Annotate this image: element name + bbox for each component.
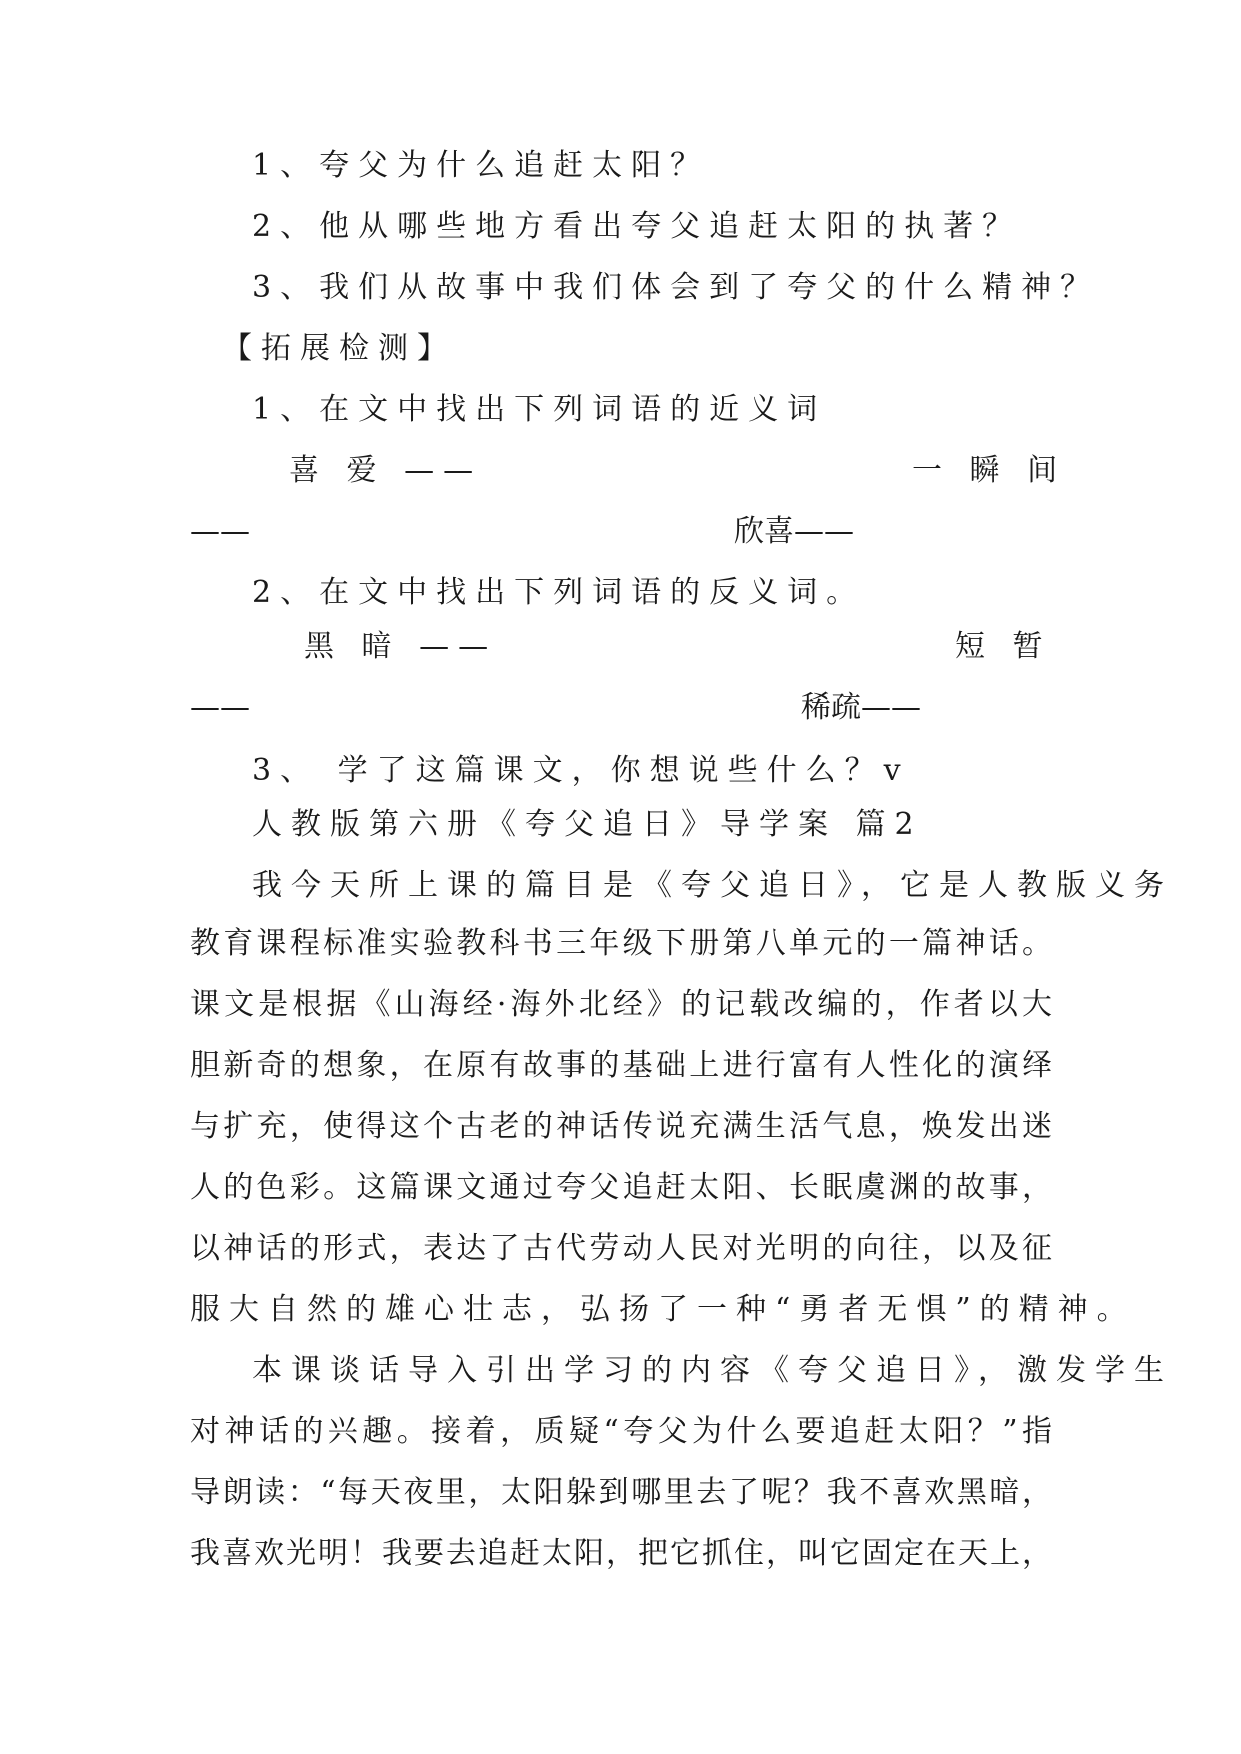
paragraph-2-line: 我喜欢光明！我要去追赶太阳，把它抓住，叫它固定在天上， bbox=[190, 1536, 1052, 1571]
exercise-3-prompt: 3、 学了这篇课文，你想说些什么？v bbox=[252, 753, 910, 788]
paragraph-1-line: 以神话的形式，表达了古代劳动人民对光明的向往，以及征 bbox=[190, 1231, 1052, 1266]
exercise-2-word-b: 短 暂 bbox=[955, 629, 1052, 664]
exercise-2-word-c: 稀疏—— bbox=[801, 690, 921, 725]
exercise-1-dash: —— bbox=[190, 514, 250, 549]
paragraph-1-line: 胆新奇的想象，在原有故事的基础上进行富有人性化的演绎 bbox=[190, 1048, 1052, 1083]
question-3: 3、我们从故事中我们体会到了夸父的什么精神？ bbox=[252, 270, 1100, 305]
exercise-1-word-b: 一 瞬 间 bbox=[912, 453, 1067, 488]
question-1: 1、夸父为什么追赶太阳？ bbox=[252, 148, 710, 183]
paragraph-1-line: 教育课程标准实验教科书三年级下册第八单元的一篇神话。 bbox=[190, 926, 1052, 961]
exercise-2-prompt: 2、在文中找出下列词语的反义词。 bbox=[252, 575, 866, 610]
exercise-2-dash: —— bbox=[190, 690, 250, 725]
question-2: 2、他从哪些地方看出夸父追赶太阳的执著？ bbox=[252, 209, 1022, 244]
paragraph-1-line: 服大自然的雄心壮志，弘扬了一种“勇者无惧”的精神。 bbox=[190, 1292, 1136, 1327]
paragraph-2-line: 对神话的兴趣。接着，质疑“夸父为什么要追赶太阳？”指 bbox=[190, 1414, 1052, 1449]
paragraph-1-line: 人的色彩。这篇课文通过夸父追赶太阳、长眠虞渊的故事， bbox=[190, 1170, 1052, 1205]
paragraph-1-line: 与扩充，使得这个古老的神话传说充满生活气息，焕发出迷 bbox=[190, 1109, 1052, 1144]
paragraph-2-line: 导朗读：“每天夜里，太阳躲到哪里去了呢？我不喜欢黑暗， bbox=[190, 1475, 1052, 1510]
paragraph-1-line: 课文是根据《山海经·海外北经》的记载改编的，作者以大 bbox=[190, 987, 1052, 1022]
paragraph-1-line: 我今天所上课的篇目是《夸父追日》，它是人教版义务 bbox=[252, 868, 1173, 903]
exercise-2-word-a: 黑 暗 —— bbox=[304, 629, 498, 664]
paragraph-2-line: 本课谈话导入引出学习的内容《夸父追日》，激发学生 bbox=[252, 1353, 1173, 1388]
exercise-1-word-c: 欣喜—— bbox=[734, 514, 854, 549]
exercise-1-prompt: 1、在文中找出下列词语的近义词 bbox=[252, 392, 827, 427]
section-heading: 【拓展检测】 bbox=[222, 331, 456, 366]
article-title: 人教版第六册《夸父追日》导学案 篇2 bbox=[252, 807, 923, 842]
exercise-1-word-a: 喜 爱 —— bbox=[289, 453, 483, 488]
